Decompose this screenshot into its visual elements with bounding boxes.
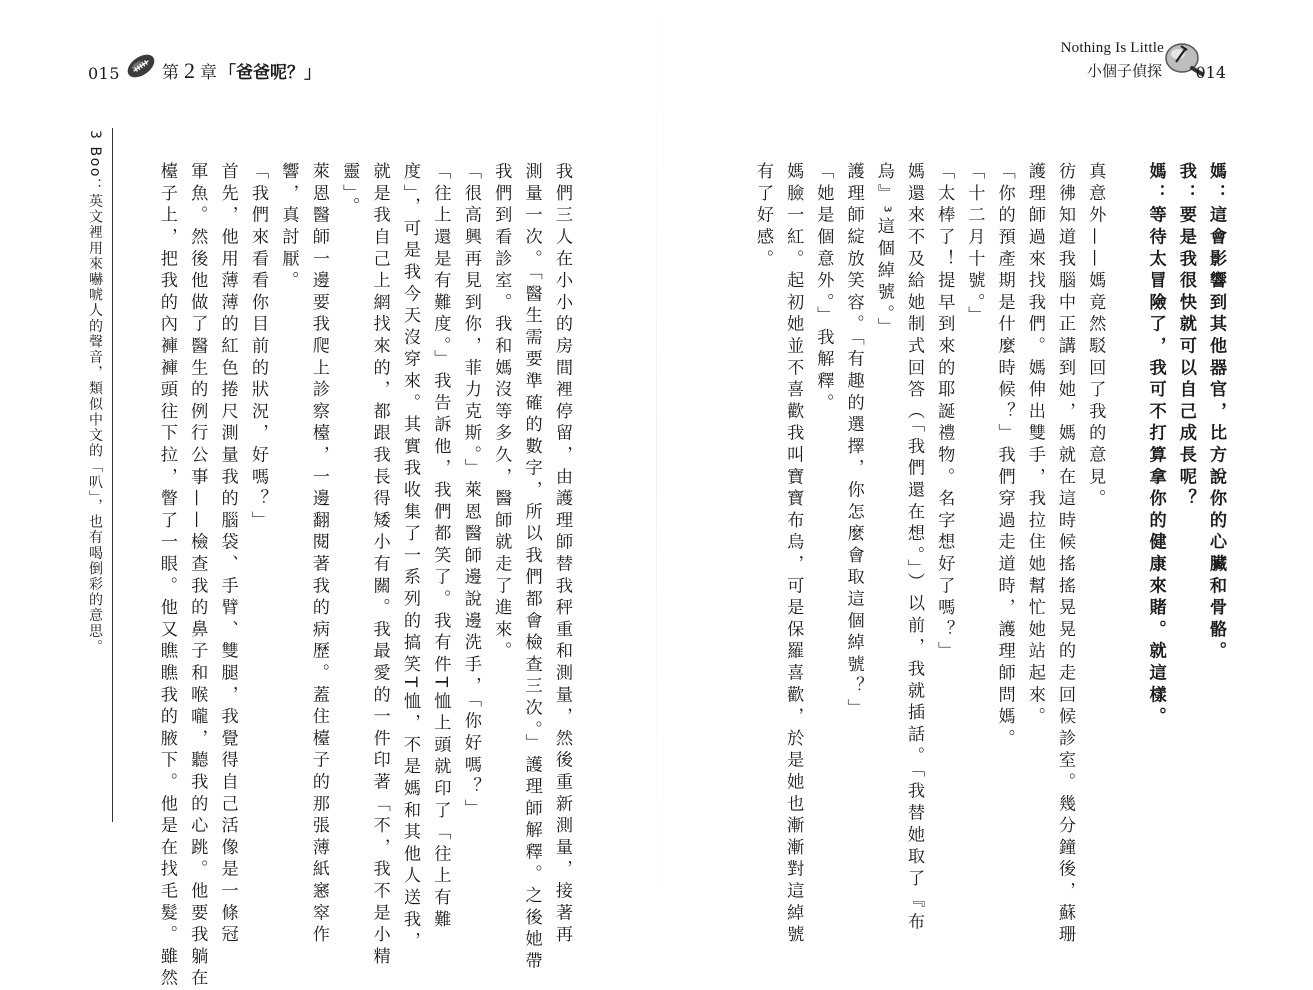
text-column: 「她是個意外。」我解釋。 bbox=[813, 162, 834, 415]
text-column: 「太棒了！提早到來的耶誕禮物。名字想好了嗎？」 bbox=[934, 162, 955, 664]
page-gutter bbox=[656, 0, 657, 909]
chapter-prefix: 第 bbox=[162, 63, 180, 83]
text-column: 媽：等待太冒險了，我可不打算拿你的健康來賭。就這樣。 bbox=[1145, 162, 1166, 729]
text-column: 「很高興再見到你，菲力克斯。」萊恩醫師邊說邊洗手，「你好嗎？」 bbox=[460, 162, 481, 821]
series-title-chinese: 小個子偵探 bbox=[1086, 62, 1162, 80]
text-column: 媽還來不及給她制式回答（「我們還在想。」）以前，我就插話。「我替她取了『布 bbox=[904, 162, 924, 935]
chapter-number: 2 bbox=[184, 58, 196, 83]
text-column: 軍魚。然後他做了醫生的例行公事——檢查我的鼻子和喉嚨，聽我的心跳。他要我躺在 bbox=[187, 162, 208, 990]
text-column: 「往上還是有難度。」我告訴他，我們都笑了。我有件T恤上頭就印了「往上有難 bbox=[430, 162, 451, 932]
text-column: 我們到看診室。我和媽沒等多久，醫師就走了進來。 bbox=[491, 162, 512, 664]
footnote-rule bbox=[112, 128, 113, 822]
text-column: 度」，可是我今天沒穿來。其實我收集了一系列的搞笑T恤，不是媽和其他人送我， bbox=[400, 162, 420, 954]
text-column: 就是我自己上網找來的，都跟我長得矮小有關。我最愛的一件印著「不，我不是小精 bbox=[369, 162, 390, 969]
chapter-title: 「爸爸呢？」 bbox=[219, 63, 322, 83]
right-page-number: 014 bbox=[1195, 63, 1226, 82]
text-column: 測量一次。「醫生需要準確的數字，所以我們都會檢查三次。」護理師解釋。之後她帶 bbox=[521, 162, 542, 974]
text-column: 烏』³這個綽號。」 bbox=[873, 162, 894, 340]
football-icon bbox=[124, 50, 158, 82]
text-column: 真意外——媽竟然駁回了我的意見。 bbox=[1085, 162, 1106, 511]
left-page-number: 015 bbox=[88, 64, 121, 83]
text-column: 萊恩醫師一邊要我爬上診察檯，一邊翻閱著我的病歷。蓋住檯子的那張薄紙窸窣作 bbox=[308, 162, 329, 947]
text-column: 我：要是我很快就可以自己成長呢？ bbox=[1175, 162, 1196, 511]
text-column: 護理師過來找我們。媽伸出雙手，我拉住她幫忙她站起來。 bbox=[1024, 162, 1045, 729]
text-column bbox=[1111, 162, 1133, 882]
text-column: 媽：這會影響到其他器官，比方說你的心臟和骨骼。 bbox=[1206, 162, 1226, 664]
text-column: 首先，他用薄薄的紅色捲尺測量我的腦袋、手臂、雙腿，我覺得自己活像是一條冠 bbox=[217, 162, 238, 947]
text-column: 「你的預產期是什麼時候？」我們穿過走道時，護理師問媽。 bbox=[994, 162, 1015, 751]
text-column: 響，真討厭。 bbox=[278, 162, 299, 293]
text-column: 靈」。 bbox=[339, 162, 360, 219]
text-column: 彷彿知道我腦中正講到她，媽就在這時候搖搖晃晃的走回候診室。幾分鐘後，蘇珊 bbox=[1055, 162, 1075, 947]
chapter-suffix: 章 bbox=[200, 63, 218, 83]
text-column: 「我們來看看你目前的狀況，好嗎？」 bbox=[248, 162, 268, 533]
series-title-english: Nothing Is Little bbox=[1060, 40, 1164, 56]
text-column: 有了好感。 bbox=[753, 162, 773, 271]
text-column: 檯子上，把我的內褲褲頭往下拉，瞥了一眼。他又瞧瞧我的腋下。他是在找毛髮。雖然 bbox=[156, 162, 177, 990]
left-page-header bbox=[88, 50, 321, 82]
text-column: 護理師綻放笑容。「有趣的選擇，你怎麼會取這個綽號？」 bbox=[843, 162, 864, 721]
text-column: 「十二月十號。」 bbox=[964, 162, 985, 328]
right-page-header bbox=[1018, 36, 1228, 84]
text-column: 媽臉一紅。起初她並不喜歡我叫寶寶布烏，可是保羅喜歡，於是她也漸漸對這綽號 bbox=[783, 162, 804, 947]
footnote: 3 Boo：英文裡用來嚇唬人的聲音，類似中文的「叭」，也有喝倒彩的意思。 bbox=[87, 130, 103, 655]
text-column: 我們三人在小小的房間裡停留，由護理師替我秤重和測量，然後重新測量，接著再 bbox=[552, 162, 572, 947]
